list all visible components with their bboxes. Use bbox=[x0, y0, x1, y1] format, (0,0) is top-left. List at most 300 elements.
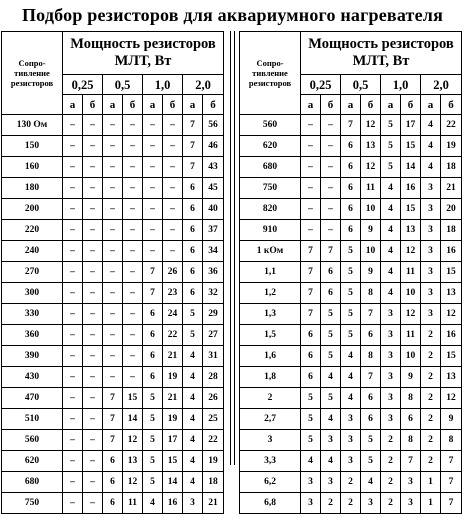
count-value: – bbox=[143, 220, 163, 241]
table-row bbox=[2, 220, 224, 241]
count-value: 6 bbox=[301, 346, 321, 367]
count-value: 10 bbox=[401, 283, 421, 304]
count-value: – bbox=[103, 262, 123, 283]
resistance-value: 1 кОм bbox=[240, 241, 301, 262]
count-value: – bbox=[103, 304, 123, 325]
count-value: – bbox=[103, 325, 123, 346]
count-value: – bbox=[63, 346, 83, 367]
table-row bbox=[2, 241, 224, 262]
count-value: 23 bbox=[163, 283, 183, 304]
count-value: 17 bbox=[401, 115, 421, 136]
count-value: 7 bbox=[103, 409, 123, 430]
count-value: 5 bbox=[381, 157, 401, 178]
count-value: – bbox=[63, 325, 83, 346]
resistance-value: 160 bbox=[2, 157, 63, 178]
count-value: – bbox=[83, 346, 103, 367]
count-value: 7 bbox=[301, 304, 321, 325]
count-value: 6 bbox=[143, 367, 163, 388]
count-value: – bbox=[163, 136, 183, 157]
count-value: 10 bbox=[401, 346, 421, 367]
count-value: 5 bbox=[321, 304, 341, 325]
count-value: 6 bbox=[301, 325, 321, 346]
resistance-value: 240 bbox=[2, 241, 63, 262]
count-value: 5 bbox=[183, 304, 203, 325]
count-value: 21 bbox=[163, 388, 183, 409]
power-rating-header: 0,25 bbox=[63, 75, 103, 95]
count-value: 10 bbox=[361, 241, 381, 262]
count-value: 6 bbox=[341, 136, 361, 157]
count-value: 13 bbox=[441, 283, 462, 304]
count-value: – bbox=[123, 241, 143, 262]
count-value: 6 bbox=[183, 241, 203, 262]
count-value: – bbox=[103, 367, 123, 388]
resistance-value: 820 bbox=[240, 199, 301, 220]
resistance-value: 620 bbox=[2, 451, 63, 472]
count-value: 3 bbox=[381, 325, 401, 346]
count-value: – bbox=[63, 178, 83, 199]
subcolumn-b-header: б bbox=[163, 95, 183, 115]
count-value: 14 bbox=[401, 157, 421, 178]
table-row bbox=[2, 388, 224, 409]
count-value: 4 bbox=[381, 178, 401, 199]
count-value: 21 bbox=[441, 178, 462, 199]
count-value: 25 bbox=[203, 409, 224, 430]
count-value: – bbox=[83, 409, 103, 430]
count-value: – bbox=[163, 178, 183, 199]
count-value: – bbox=[321, 199, 341, 220]
count-value: 26 bbox=[203, 388, 224, 409]
count-value: 1 bbox=[421, 493, 441, 514]
resistance-value: 470 bbox=[2, 388, 63, 409]
count-value: 9 bbox=[361, 220, 381, 241]
resistance-value: 2,7 bbox=[240, 409, 301, 430]
table-row bbox=[240, 409, 462, 430]
count-value: – bbox=[63, 367, 83, 388]
count-value: 3 bbox=[421, 178, 441, 199]
count-value: 16 bbox=[441, 325, 462, 346]
power-rating-header: 0,5 bbox=[341, 75, 381, 95]
count-value: 6 bbox=[341, 157, 361, 178]
power-rating-header: 2,0 bbox=[183, 75, 224, 95]
count-value: 7 bbox=[183, 136, 203, 157]
count-value: – bbox=[63, 220, 83, 241]
resistance-value: 3,3 bbox=[240, 451, 301, 472]
count-value: 4 bbox=[301, 451, 321, 472]
table-row bbox=[2, 199, 224, 220]
count-value: – bbox=[123, 220, 143, 241]
count-value: 6 bbox=[361, 388, 381, 409]
count-value: – bbox=[63, 262, 83, 283]
count-value: 20 bbox=[441, 199, 462, 220]
count-value: 6 bbox=[361, 409, 381, 430]
resistance-value: 910 bbox=[240, 220, 301, 241]
count-value: 12 bbox=[361, 115, 381, 136]
count-value: 7 bbox=[441, 472, 462, 493]
count-value: 6 bbox=[103, 451, 123, 472]
count-value: – bbox=[83, 199, 103, 220]
count-value: – bbox=[63, 283, 83, 304]
count-value: – bbox=[301, 199, 321, 220]
count-value: 6 bbox=[103, 472, 123, 493]
count-value: 15 bbox=[163, 451, 183, 472]
count-value: 4 bbox=[421, 136, 441, 157]
table-row bbox=[2, 157, 224, 178]
table-row bbox=[240, 451, 462, 472]
count-value: 3 bbox=[381, 304, 401, 325]
resistance-value: 220 bbox=[2, 220, 63, 241]
count-value: – bbox=[123, 199, 143, 220]
count-value: 3 bbox=[341, 451, 361, 472]
table-row bbox=[240, 115, 462, 136]
table-row bbox=[2, 325, 224, 346]
count-value: 16 bbox=[401, 178, 421, 199]
count-value: 4 bbox=[183, 451, 203, 472]
count-value: 28 bbox=[203, 367, 224, 388]
resistance-value: 1,5 bbox=[240, 325, 301, 346]
count-value: 7 bbox=[143, 262, 163, 283]
count-value: 7 bbox=[361, 367, 381, 388]
count-value: – bbox=[123, 115, 143, 136]
count-value: – bbox=[103, 136, 123, 157]
count-value: 4 bbox=[183, 388, 203, 409]
count-value: – bbox=[83, 220, 103, 241]
resistance-value: 300 bbox=[2, 283, 63, 304]
count-value: 2 bbox=[381, 493, 401, 514]
resistance-value: 620 bbox=[240, 136, 301, 157]
subcolumn-b-header: б bbox=[321, 95, 341, 115]
count-value: 4 bbox=[183, 346, 203, 367]
count-value: 4 bbox=[381, 262, 401, 283]
table-row bbox=[240, 241, 462, 262]
count-value: 4 bbox=[341, 346, 361, 367]
resistance-value: 680 bbox=[240, 157, 301, 178]
count-value: – bbox=[63, 115, 83, 136]
count-value: 5 bbox=[301, 409, 321, 430]
table-row bbox=[240, 304, 462, 325]
count-value: 12 bbox=[441, 304, 462, 325]
count-value: 7 bbox=[361, 304, 381, 325]
table-row bbox=[2, 451, 224, 472]
count-value: 5 bbox=[301, 430, 321, 451]
count-value: 2 bbox=[341, 493, 361, 514]
resistance-value: 1,1 bbox=[240, 262, 301, 283]
resistance-value: 680 bbox=[2, 472, 63, 493]
count-value: 1 bbox=[421, 472, 441, 493]
count-value: 2 bbox=[381, 430, 401, 451]
count-value: 4 bbox=[183, 367, 203, 388]
count-value: 12 bbox=[123, 472, 143, 493]
count-value: 3 bbox=[421, 283, 441, 304]
count-value: 6 bbox=[183, 220, 203, 241]
count-value: – bbox=[63, 241, 83, 262]
count-value: 6 bbox=[301, 367, 321, 388]
count-value: – bbox=[143, 178, 163, 199]
count-value: – bbox=[143, 157, 163, 178]
table-body-left bbox=[2, 32, 224, 514]
count-value: 27 bbox=[203, 325, 224, 346]
count-value: 43 bbox=[203, 157, 224, 178]
resistance-value: 1,8 bbox=[240, 367, 301, 388]
count-value: – bbox=[123, 178, 143, 199]
count-value: 4 bbox=[421, 115, 441, 136]
count-value: 6 bbox=[143, 304, 163, 325]
resistance-value: 130 Ом bbox=[2, 115, 63, 136]
count-value: – bbox=[83, 451, 103, 472]
count-value: 7 bbox=[301, 262, 321, 283]
count-value: 5 bbox=[381, 115, 401, 136]
count-value: – bbox=[301, 178, 321, 199]
count-value: – bbox=[83, 241, 103, 262]
count-value: 6 bbox=[103, 493, 123, 514]
count-value: – bbox=[83, 430, 103, 451]
count-value: – bbox=[301, 115, 321, 136]
count-value: 5 bbox=[143, 472, 163, 493]
resistance-column-header: Сопро- тивление резисторов bbox=[2, 32, 63, 115]
count-value: – bbox=[123, 136, 143, 157]
count-value: – bbox=[83, 388, 103, 409]
count-value: – bbox=[83, 157, 103, 178]
count-value: 56 bbox=[203, 115, 224, 136]
count-value: 31 bbox=[203, 346, 224, 367]
count-value: 10 bbox=[361, 199, 381, 220]
count-value: – bbox=[321, 220, 341, 241]
count-value: 5 bbox=[143, 430, 163, 451]
power-rating-header: 1,0 bbox=[381, 75, 421, 95]
count-value: 2 bbox=[421, 388, 441, 409]
count-value: 7 bbox=[301, 241, 321, 262]
count-value: 5 bbox=[341, 325, 361, 346]
resistance-value: 560 bbox=[240, 115, 301, 136]
count-value: 17 bbox=[163, 430, 183, 451]
count-value: 14 bbox=[123, 409, 143, 430]
resistance-value: 360 bbox=[2, 325, 63, 346]
count-value: 4 bbox=[183, 472, 203, 493]
count-value: – bbox=[143, 241, 163, 262]
count-value: 16 bbox=[441, 241, 462, 262]
count-value: 6 bbox=[143, 346, 163, 367]
count-value: 11 bbox=[401, 262, 421, 283]
count-value: 4 bbox=[381, 220, 401, 241]
count-value: 7 bbox=[103, 430, 123, 451]
count-value: – bbox=[163, 241, 183, 262]
count-value: 18 bbox=[203, 472, 224, 493]
table-row bbox=[240, 178, 462, 199]
table-row bbox=[2, 472, 224, 493]
count-value: 5 bbox=[321, 388, 341, 409]
table-row bbox=[240, 199, 462, 220]
resistance-value: 750 bbox=[240, 178, 301, 199]
count-value: 4 bbox=[321, 367, 341, 388]
power-column-header: Мощность резисторов МЛТ, Вт bbox=[63, 32, 224, 75]
count-value: – bbox=[63, 430, 83, 451]
count-value: 5 bbox=[143, 451, 163, 472]
count-value: 13 bbox=[401, 220, 421, 241]
count-value: 5 bbox=[301, 388, 321, 409]
count-value: 3 bbox=[321, 430, 341, 451]
count-value: – bbox=[83, 493, 103, 514]
count-value: 7 bbox=[321, 241, 341, 262]
subcolumn-a-header: а bbox=[63, 95, 83, 115]
count-value: – bbox=[163, 199, 183, 220]
count-value: 5 bbox=[341, 262, 361, 283]
table-row bbox=[2, 304, 224, 325]
count-value: – bbox=[83, 283, 103, 304]
table-row bbox=[240, 283, 462, 304]
count-value: – bbox=[103, 199, 123, 220]
count-value: 2 bbox=[381, 451, 401, 472]
count-value: – bbox=[301, 136, 321, 157]
count-value: 21 bbox=[163, 346, 183, 367]
count-value: – bbox=[103, 157, 123, 178]
count-value: 6 bbox=[183, 199, 203, 220]
table-row bbox=[2, 262, 224, 283]
table-row bbox=[2, 367, 224, 388]
count-value: 24 bbox=[163, 304, 183, 325]
count-value: – bbox=[123, 157, 143, 178]
count-value: 4 bbox=[381, 241, 401, 262]
count-value: – bbox=[163, 220, 183, 241]
count-value: – bbox=[63, 136, 83, 157]
count-value: 3 bbox=[183, 493, 203, 514]
count-value: 19 bbox=[163, 409, 183, 430]
count-value: – bbox=[123, 346, 143, 367]
count-value: 6 bbox=[341, 220, 361, 241]
count-value: 4 bbox=[341, 367, 361, 388]
table-separator bbox=[230, 31, 235, 465]
table-row bbox=[240, 472, 462, 493]
count-value: – bbox=[63, 493, 83, 514]
count-value: 2 bbox=[421, 451, 441, 472]
power-rating-header: 1,0 bbox=[143, 75, 183, 95]
count-value: – bbox=[63, 157, 83, 178]
count-value: – bbox=[321, 178, 341, 199]
subcolumn-b-header: б bbox=[203, 95, 224, 115]
power-rating-header: 0,5 bbox=[103, 75, 143, 95]
table-row bbox=[240, 325, 462, 346]
count-value: – bbox=[321, 157, 341, 178]
table-row bbox=[2, 178, 224, 199]
subcolumn-b-header: б bbox=[441, 95, 462, 115]
count-value: 5 bbox=[341, 283, 361, 304]
count-value: 3 bbox=[421, 262, 441, 283]
count-value: 5 bbox=[143, 409, 163, 430]
count-value: 37 bbox=[203, 220, 224, 241]
count-value: 6 bbox=[183, 262, 203, 283]
page-title: Подбор резисторов для аквариумного нагревателя bbox=[21, 5, 444, 25]
count-value: 6 bbox=[341, 178, 361, 199]
count-value: – bbox=[83, 367, 103, 388]
count-value: 6 bbox=[183, 283, 203, 304]
count-value: 22 bbox=[203, 430, 224, 451]
count-value: – bbox=[83, 136, 103, 157]
count-value: 6 bbox=[321, 262, 341, 283]
resistance-value: 1,3 bbox=[240, 304, 301, 325]
resistance-value: 1,2 bbox=[240, 283, 301, 304]
count-value: 8 bbox=[361, 346, 381, 367]
resistance-value: 150 bbox=[2, 136, 63, 157]
count-value: 7 bbox=[441, 451, 462, 472]
count-value: 21 bbox=[203, 493, 224, 514]
count-value: 3 bbox=[381, 367, 401, 388]
count-value: 11 bbox=[361, 178, 381, 199]
count-value: 19 bbox=[441, 136, 462, 157]
count-value: – bbox=[83, 304, 103, 325]
subcolumn-b-header: б bbox=[401, 95, 421, 115]
count-value: 3 bbox=[381, 388, 401, 409]
count-value: – bbox=[143, 136, 163, 157]
subcolumn-b-header: б bbox=[83, 95, 103, 115]
count-value: 3 bbox=[421, 199, 441, 220]
resistance-value: 2 bbox=[240, 388, 301, 409]
count-value: 8 bbox=[441, 430, 462, 451]
resistance-value: 270 bbox=[2, 262, 63, 283]
count-value: 2 bbox=[321, 493, 341, 514]
count-value: 46 bbox=[203, 136, 224, 157]
count-value: – bbox=[163, 157, 183, 178]
table-row bbox=[2, 115, 224, 136]
count-value: 5 bbox=[381, 136, 401, 157]
subcolumn-b-header: б bbox=[123, 95, 143, 115]
count-value: 11 bbox=[123, 493, 143, 514]
count-value: 19 bbox=[203, 451, 224, 472]
count-value: 3 bbox=[421, 220, 441, 241]
count-value: 7 bbox=[183, 115, 203, 136]
table-row bbox=[2, 136, 224, 157]
count-value: – bbox=[83, 325, 103, 346]
count-value: 40 bbox=[203, 199, 224, 220]
count-value: – bbox=[63, 304, 83, 325]
count-value: 22 bbox=[441, 115, 462, 136]
count-value: 18 bbox=[441, 220, 462, 241]
table-row bbox=[240, 220, 462, 241]
count-value: 15 bbox=[123, 388, 143, 409]
table-row bbox=[240, 262, 462, 283]
table-row bbox=[240, 367, 462, 388]
count-value: 7 bbox=[143, 283, 163, 304]
resistance-value: 3 bbox=[240, 430, 301, 451]
count-value: 8 bbox=[401, 388, 421, 409]
count-value: – bbox=[143, 115, 163, 136]
count-value: – bbox=[103, 220, 123, 241]
count-value: 15 bbox=[441, 262, 462, 283]
count-value: – bbox=[103, 178, 123, 199]
resistance-value: 390 bbox=[2, 346, 63, 367]
count-value: 4 bbox=[321, 409, 341, 430]
count-value: 9 bbox=[441, 409, 462, 430]
count-value: 19 bbox=[163, 367, 183, 388]
resistance-value: 510 bbox=[2, 409, 63, 430]
header-row bbox=[240, 32, 462, 75]
count-value: 15 bbox=[401, 136, 421, 157]
table-row bbox=[2, 430, 224, 451]
count-value: – bbox=[143, 199, 163, 220]
count-value: – bbox=[63, 199, 83, 220]
count-value: 2 bbox=[421, 325, 441, 346]
count-value: 2 bbox=[421, 430, 441, 451]
count-value: 2 bbox=[421, 409, 441, 430]
count-value: – bbox=[163, 115, 183, 136]
power-rating-header: 0,25 bbox=[301, 75, 341, 95]
count-value: 2 bbox=[341, 472, 361, 493]
subcolumn-a-header: а bbox=[143, 95, 163, 115]
count-value: 5 bbox=[341, 304, 361, 325]
table-row bbox=[240, 493, 462, 514]
count-value: 26 bbox=[163, 262, 183, 283]
count-value: 5 bbox=[361, 451, 381, 472]
count-value: 7 bbox=[301, 283, 321, 304]
resistance-value: 180 bbox=[2, 178, 63, 199]
count-value: 4 bbox=[381, 283, 401, 304]
